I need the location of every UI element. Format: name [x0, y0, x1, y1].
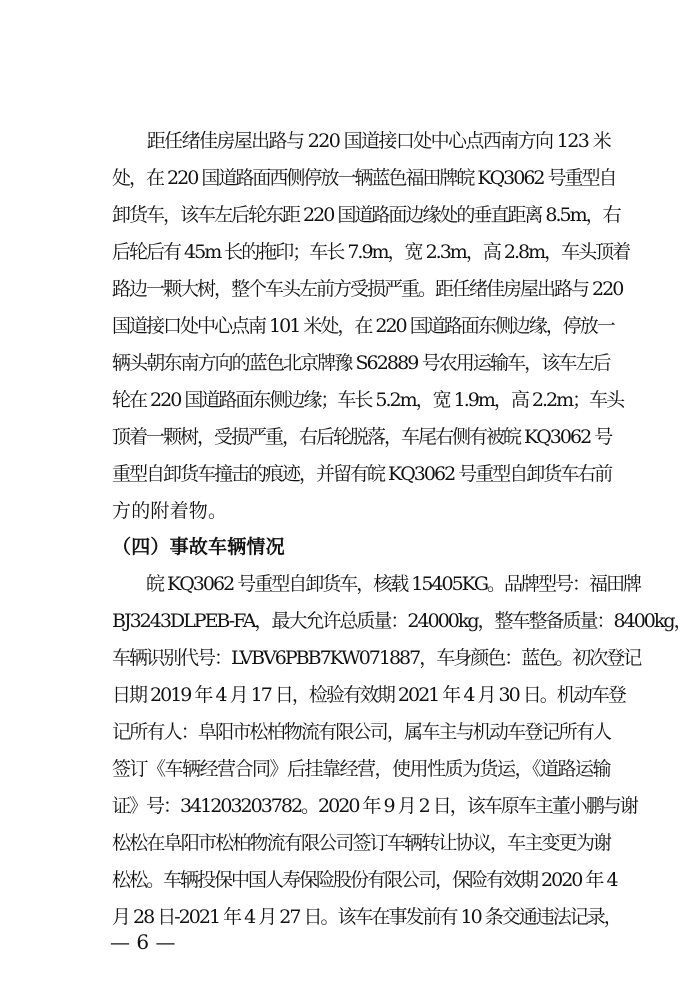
paragraph-2-line-5: 记所有人：阜阳市松柏物流有限公司，属车主与机动车登记所有人: [112, 721, 611, 744]
paragraph-2-line-3: 车辆识别代号：LVBV6PBB7KW071887，车身颜色：蓝色。初次登记: [112, 647, 641, 670]
paragraph-1-line-11: 方的附着物。: [112, 499, 228, 522]
paragraph-1-line-1: 距任绪佳房屋出路与 220 国道接口处中心点西南方向 123 米: [112, 130, 611, 152]
section-heading: （四）事故车辆情况: [112, 536, 285, 559]
paragraph-1-line-8: 轮在 220 国道路面东侧边缘；车长 5.2m，宽 1.9m，高 2.2m；车头: [112, 388, 624, 411]
paragraph-1-line-10: 重型自卸货车撞击的痕迹，并留有皖 KQ3062 号重型自卸货车右前: [112, 462, 612, 485]
paragraph-1-line-3: 卸货车，该车左后轮东距 220 国道路面边缘处的垂直距离 8.5m，右: [112, 203, 620, 226]
paragraph-1-line-6: 国道接口处中心点南 101 米处，在 220 国道路面东侧边缘，停放一: [112, 314, 614, 337]
paragraph-2-line-4: 日期 2019 年 4 月 17 日，检验有效期 2021 年 4 月 30 日。机动车登: [112, 684, 625, 707]
paragraph-2-line-10: 月 28 日-2021 年 4 月 27 日。该车在事发前有 10 条交通违法记录，: [112, 905, 621, 928]
paragraph-2-line-2: BJ3243DLPEB-FA，最大允许总质量：24000kg，整车整备质量：8400kg，: [112, 610, 691, 633]
paragraph-1-line-2: 处，在 220 国道路面西侧停放一辆蓝色福田牌皖 KQ3062 号重型自: [112, 166, 616, 189]
paragraph-2-line-6: 签订《车辆经营合同》后挂靠经营，使用性质为货运，《道路运输: [112, 758, 611, 781]
paragraph-2-line-1: 皖 KQ3062 号重型自卸货车，核载 15405KG。品牌型号：福田牌: [112, 573, 641, 596]
paragraph-2-line-8: 松松在阜阳市松柏物流有限公司签订车辆转让协议，车主变更为谢: [112, 832, 611, 855]
paragraph-1-line-5: 路边一颗大树，整个车头左前方受损严重。距任绪佳房屋出路与 220: [112, 277, 623, 300]
paragraph-2-line-7: 证》号：341203203782。2020 年 9 月 2 日，该车原车主董小鹏与谢: [112, 795, 637, 818]
paragraph-1-line-4: 后轮后有 45m 长的拖印；车长 7.9m，宽 2.3m，高 2.8m，车头顶着: [112, 240, 630, 263]
paragraph-1-line-7: 辆头朝东南方向的蓝色北京牌豫 S62889 号农用运输车，该车左后: [112, 351, 610, 374]
page-number: — 6 —: [110, 930, 176, 954]
paragraph-1-line-9: 顶着一颗树，受损严重，右后轮脱落，车尾右侧有被皖 KQ3062 号: [112, 425, 612, 448]
paragraph-2-line-9: 松松。车辆投保中国人寿保险股份有限公司，保险有效期 2020 年 4: [112, 869, 617, 891]
